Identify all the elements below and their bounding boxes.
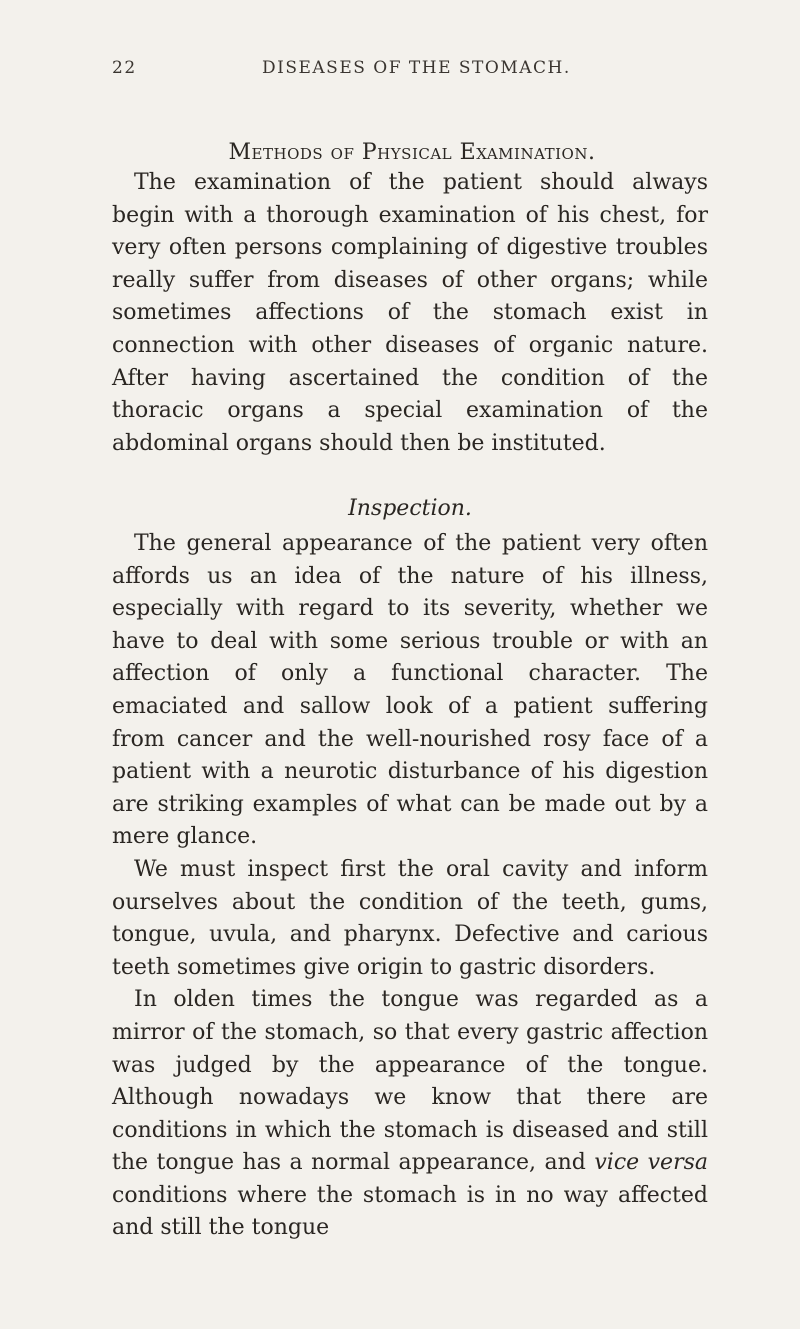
inspection-text-block xyxy=(112,528,708,1245)
running-head xyxy=(112,58,712,84)
tongue-text-before: In olden times the tongue was regarded as a mirror of the stomach, so that every gastric affection was judged by the appearance of the tongue. Although nowadays we know that there are conditions in which the stomach is diseased and still the tongue has a normal appearance, and xyxy=(112,987,708,1176)
paragraph-oral-cavity: We must inspect first the oral cavity and inform ourselves about the condition of the teeth, gums, tongue, uvula, and pharynx. Defective and carious teeth sometimes give origin to gastric disorders. xyxy=(112,856,708,980)
section-heading: Methods of Physical Examination. xyxy=(228,140,596,165)
paragraph-tongue xyxy=(112,984,708,1245)
inspection-subheading: Inspection. xyxy=(348,496,472,521)
running-title: DISEASES OF THE STOMACH. xyxy=(262,58,571,78)
vice-versa-italic: vice versa xyxy=(594,1150,708,1176)
tongue-text-after: conditions where the stomach is in no way affected and still the tongue xyxy=(112,1182,708,1241)
intro-text-block xyxy=(112,167,708,460)
page-number: 22 xyxy=(112,58,137,78)
paragraph-examination: The examination of the patient should always begin with a thorough examination of his chest, for very often persons complaining of digestive troubles really suffer from diseases of other organs; while sometimes affections of the stomach exist in connection with other diseases of organic nature. After having ascertained the condition of the thoracic organs a special examination of the abdominal organs should then be instituted. xyxy=(112,170,708,456)
paragraph-general-appearance: The general appearance of the patient very often affords us an idea of the nature of his illness, especially with regard to its severity, whether we have to deal with some serious trouble or with an affection of only a functional character. The emaciated and sallow look of a patient suffering from cancer and the well-nourished rosy face of a patient with a neurotic disturbance of his digestion are striking examples of what can be made out by a mere glance. xyxy=(112,531,708,850)
